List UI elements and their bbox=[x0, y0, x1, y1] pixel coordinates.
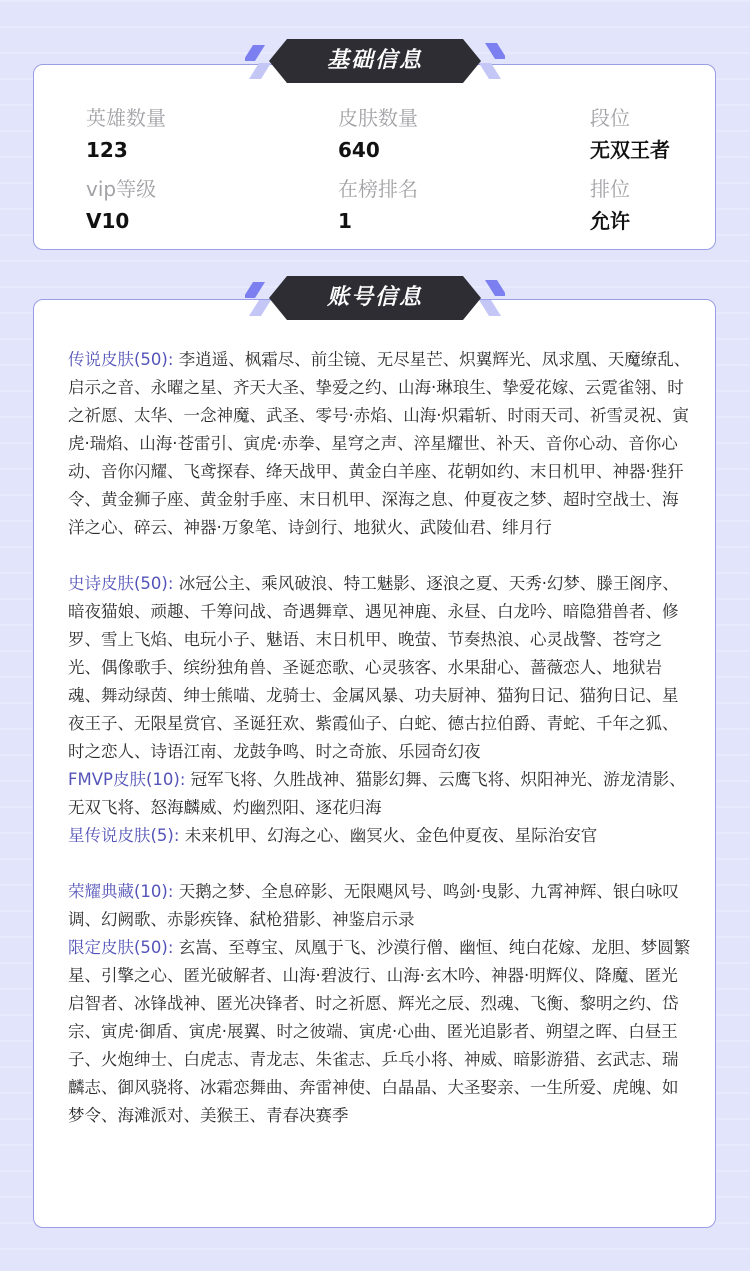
skin-group-glory-collection bbox=[68, 878, 694, 934]
stat-value: 允许 bbox=[590, 209, 630, 233]
stat-value: 640 bbox=[338, 138, 380, 162]
stat-label: 在榜排名 bbox=[338, 177, 418, 201]
skin-list bbox=[68, 346, 694, 1130]
skin-group-items: 未来机甲、幻海之心、幽冥火、金色仲夏夜、星际治安官 bbox=[184, 826, 598, 845]
skin-group-label: 星传说皮肤(5): bbox=[68, 826, 180, 845]
skin-group-items: 天鹅之梦、全息碎影、无限飓风号、鸣剑·曳影、九霄神辉、银白咏叹调、幻阙歌、赤影疾锋、弑枪猎影、神鉴启示录 bbox=[68, 882, 679, 929]
skin-group-fmvp bbox=[68, 766, 694, 822]
stat-value: 无双王者 bbox=[590, 138, 670, 162]
stat-vip-level bbox=[86, 176, 156, 234]
stat-label: 皮肤数量 bbox=[338, 106, 418, 130]
stat-leaderboard-rank bbox=[338, 176, 418, 234]
stat-value: V10 bbox=[86, 209, 130, 233]
stat-skin-count bbox=[338, 105, 418, 163]
stat-rank-tier bbox=[590, 105, 670, 163]
stat-value: 1 bbox=[338, 209, 352, 233]
basic-info-header bbox=[245, 37, 505, 85]
stat-label: 英雄数量 bbox=[86, 106, 166, 130]
stat-hero-count bbox=[86, 105, 166, 163]
stat-label: 段位 bbox=[590, 106, 630, 130]
skin-group-items: 冠军飞将、久胜战神、猫影幻舞、云鹰飞将、炽阳神光、游龙清影、无双飞将、怒海麟威、灼幽烈阳、逐花归海 bbox=[68, 770, 686, 817]
skin-group-label: 限定皮肤(50): bbox=[68, 938, 174, 957]
skin-group-label: 史诗皮肤(50): bbox=[68, 574, 174, 593]
skin-group-items: 李逍遥、枫霜尽、前尘镜、无尽星芒、炽翼辉光、凤求凰、天魔缭乱、启示之音、永曜之星、齐天大圣、挚爱之约、山海·琳琅生、挚爱花嫁、云霓雀翎、时之祈愿、太华、一念神魔、武圣、零号·赤焰、山海·炽霜斩、时雨天司、祈雪灵祝、寅虎·瑞焰、山海·苍雷引、寅虎·赤拳、星穹之声、淬星耀世、补天、音你心动、音你心动、音你闪耀、飞鸢探春、绛天战甲、黄金白羊座、花朝如约、末日机甲、神器·狴犴令、黄金狮子座、黄金射手座、末日机甲、深海之息、仲夏夜之梦、超时空战士、海洋之心、碎云、神器·万象笔、诗剑行、地狱火、武陵仙君、绯月行 bbox=[68, 350, 691, 537]
stat-label: vip等级 bbox=[86, 177, 157, 201]
section-title: 账号信息 bbox=[326, 285, 423, 310]
section-title: 基础信息 bbox=[326, 48, 423, 73]
skin-group-legend bbox=[68, 346, 694, 542]
skin-group-star-legend bbox=[68, 822, 694, 850]
skin-group-epic bbox=[68, 570, 694, 766]
stat-ranked-allowed bbox=[590, 176, 630, 234]
stat-label: 排位 bbox=[590, 177, 630, 201]
basic-info-card bbox=[33, 64, 716, 250]
skin-group-items: 玄嵩、至尊宝、凤凰于飞、沙漠行僧、幽恒、纯白花嫁、龙胆、梦圆繁星、引擎之心、匿光破解者、山海·碧波行、山海·玄木吟、神器·明辉仪、降魔、匿光启智者、冰锋战神、匿光决锋者、时之祈愿、辉光之辰、烈魂、飞衡、黎明之约、岱宗、寅虎·御盾、寅虎·展翼、时之彼端、寅虎·心曲、匿光追影者、朔望之晖、白昼王子、火炮绅士、白虎志、青龙志、朱雀志、乒乓小将、神威、暗影游猎、玄武志、瑞麟志、御风骁将、冰霜恋舞曲、奔雷神使、白晶晶、大圣娶亲、一生所爱、虎魄、如梦令、海滩派对、美猴王、青春决赛季 bbox=[68, 938, 691, 1125]
skin-group-items: 冰冠公主、乘风破浪、特工魅影、逐浪之夏、天秀·幻梦、滕王阁序、暗夜猫娘、顽趣、千筹问战、奇遇舞章、遇见神鹿、永昼、白龙吟、暗隐猎兽者、修罗、雪上飞焰、电玩小子、魅语、末日机甲、晚萤、节奏热浪、心灵战警、苍穹之光、偶像歌手、缤纷独角兽、圣诞恋歌、心灵骇客、水果甜心、蔷薇恋人、地狱岩魂、舞动绿茵、绅士熊喵、龙骑士、金属风暴、功夫厨神、猫狗日记、猫狗日记、星夜王子、无限星赏官、圣诞狂欢、紫霞仙子、白蛇、德古拉伯爵、青蛇、千年之狐、时之恋人、诗语江南、龙鼓争鸣、时之奇旅、乐园奇幻夜 bbox=[68, 574, 679, 761]
skin-group-label: 荣耀典藏(10): bbox=[68, 882, 174, 901]
stat-value: 123 bbox=[86, 138, 128, 162]
skin-group-label: FMVP皮肤(10): bbox=[68, 770, 186, 789]
skin-group-label: 传说皮肤(50): bbox=[68, 350, 174, 369]
account-info-header bbox=[245, 274, 505, 322]
skin-group-limited bbox=[68, 934, 694, 1130]
